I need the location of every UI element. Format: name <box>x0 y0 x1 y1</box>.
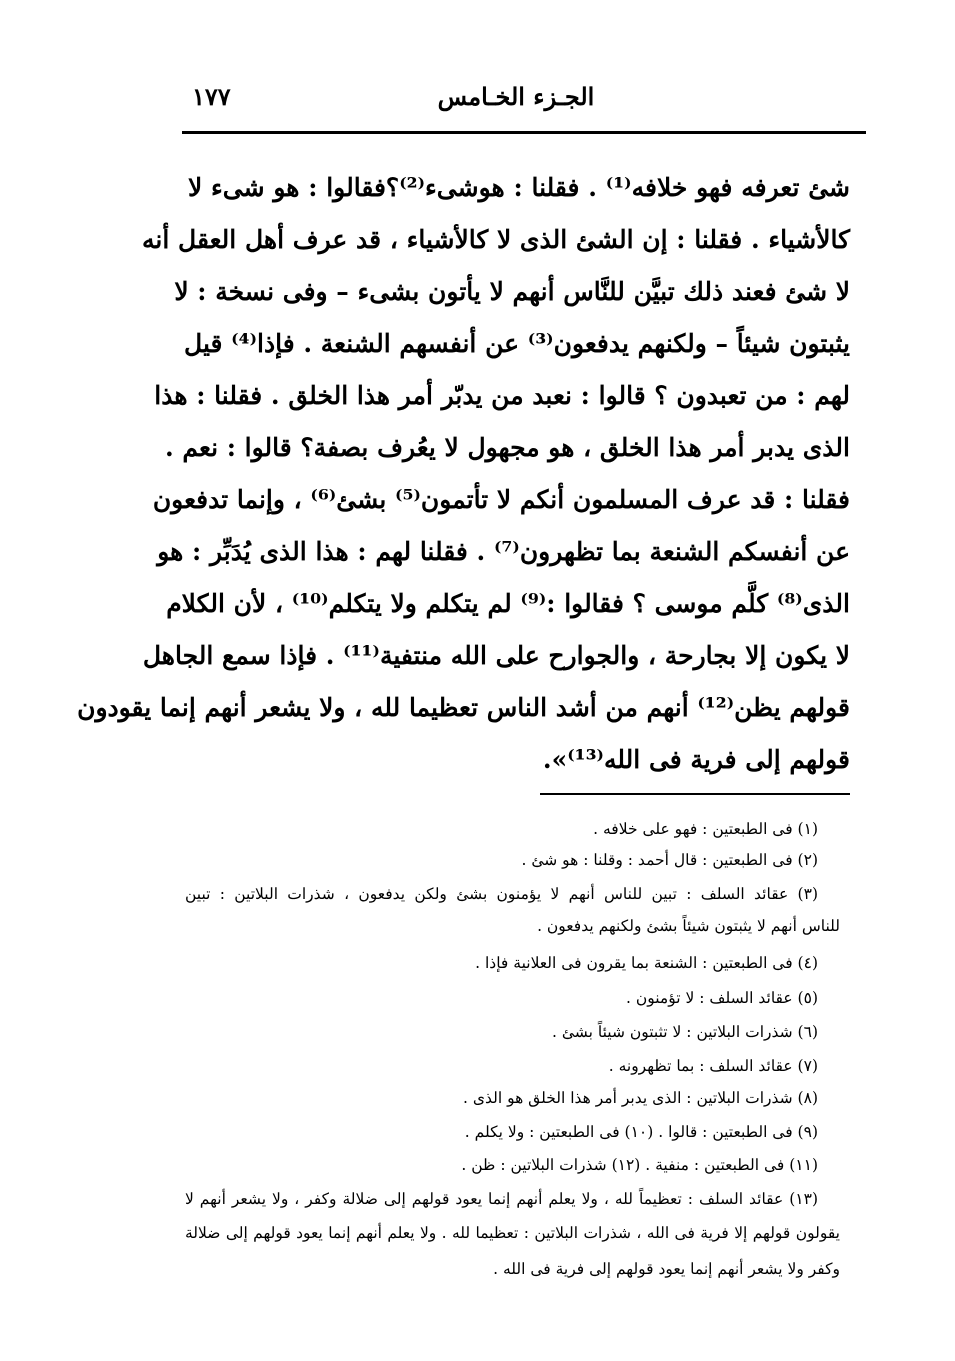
footnote-line: (٧) عقائد السلف : بما تظهرونه . <box>608 1057 818 1075</box>
footnote-line: للناس أنهم لا يثبتون شيئاً بشئ ولكنهم يدفعون . <box>537 917 840 935</box>
footnote-line: (٩) فى الطبعتين : قالوا . (١٠) فى الطبعتين : ولا يكلم . <box>464 1123 818 1141</box>
text-line: شئ تعرفه فهو خلافه⁽¹⁾ . فقلنا : هوشىء⁽²⁾؟فقالوا : هو شىء لا <box>188 173 850 202</box>
footnote-line: (٥) عقائد السلف : لا تؤمنون . <box>626 989 818 1007</box>
text-line: لا شئ فعند ذلك تبيَّن للنَّاس أنهم لا يأتون بشىء – وفى نسخة : لا <box>174 277 850 306</box>
text-line: لا يكون إلا بجارحة ، والجوارح على الله منتفية⁽¹¹⁾ . فإذا سمع الجاهل <box>142 641 850 670</box>
main-text <box>77 162 850 786</box>
text-line: الذى يدبر أمر هذا الخلق ، هو مجهول لا يعُرف بصفة؟ قالوا : نعم . <box>164 433 850 462</box>
footnote-line: (٨) شذرات البلاتين : الذى يدبر أمر هذا الخلق هو الذى . <box>463 1089 818 1107</box>
page-number: ١٧٧ <box>192 82 231 111</box>
footnote-line: (١٣) عقائد السلف : تعظيماً لله ، ولا يعلم أنهم إنما يعود قولهم إلى ضلالة وكفر ، ولا يشعر أنهم لا <box>185 1190 818 1208</box>
footnote-line: يقولون قولهم إلا فرية فى الله ، شذرات البلاتين : تعظيما لله . ولا يعلم أنهم إنما يعود قولهم إلى ضلالة <box>185 1224 840 1242</box>
text-line: الذى⁽⁸⁾ كلَّم موسى ؟ فقالوا :⁽⁹⁾ لم يتكلم ولا يتكلم⁽¹⁰⁾ ، لأن الكلام <box>166 589 850 618</box>
footnote-line: (٦) شذرات البلاتين : لا تثبتون شيئاً بشئ . <box>552 1023 818 1041</box>
text-line: قولهم يظن⁽¹²⁾ أنهم من أشد الناس تعظيما لله ، ولا يشعر أنهم إنما يقودون <box>77 693 850 722</box>
text-line: لهم : من تعبدون ؟ قالوا : نعبد من يدبّر أمر هذا الخلق . فقلنا : هذا <box>154 381 850 410</box>
text-line: عن أنفسكم الشنعة بما تظهرون⁽⁷⁾ . فقلنا لهم : هذا الذى يُدَبِّر : هو <box>157 537 850 566</box>
text-line: فقلنا : قد عرف المسلمون أنكم لا تأتمون⁽⁵⁾ بشئ⁽⁶⁾ ، وإنما تدفعون <box>152 485 850 514</box>
footnote-line: (٤) فى الطبعتين : الشنعة بما يقرون فى العلانية فإذا . <box>475 954 818 972</box>
running-title: الجـزء الخـامس <box>437 82 595 111</box>
footnote-line: (١) فى الطبعتين : فهو على خلافه . <box>593 820 818 838</box>
header-rule <box>182 131 866 134</box>
footnote-separator <box>540 793 850 795</box>
text-line: كالأشياء . فقلنا : إن الشئ الذى لا كالأشياء ، قد عرف أهل العقل أنه <box>142 225 850 254</box>
footnote-line: (٢) فى الطبعتين : قال أحمد : وقلنا : هو شئ . <box>521 851 818 869</box>
text-line: يثبتون شيئاً – ولكنهم يدفعون⁽³⁾ عن أنفسهم الشنعة . فإذا⁽⁴⁾ قيل <box>184 329 850 358</box>
footnote-line: وكفر ولا يشعر أنهم إنما يعود قولهم إلى فرية فى الله . <box>493 1260 840 1278</box>
footnote-line: (١١) فى الطبعتين : منفية . (١٢) شذرات البلاتين : ظن . <box>461 1156 818 1174</box>
text-line: قولهم إلى فرية فى الله⁽¹³⁾». <box>542 745 850 774</box>
footnote-line: (٣) عقائد السلف : تبين للناس أنهم لا يؤمنون بشئ ولكن يدفعون ، شذرات البلاتين : تبين <box>185 885 818 903</box>
page-header <box>182 82 850 122</box>
